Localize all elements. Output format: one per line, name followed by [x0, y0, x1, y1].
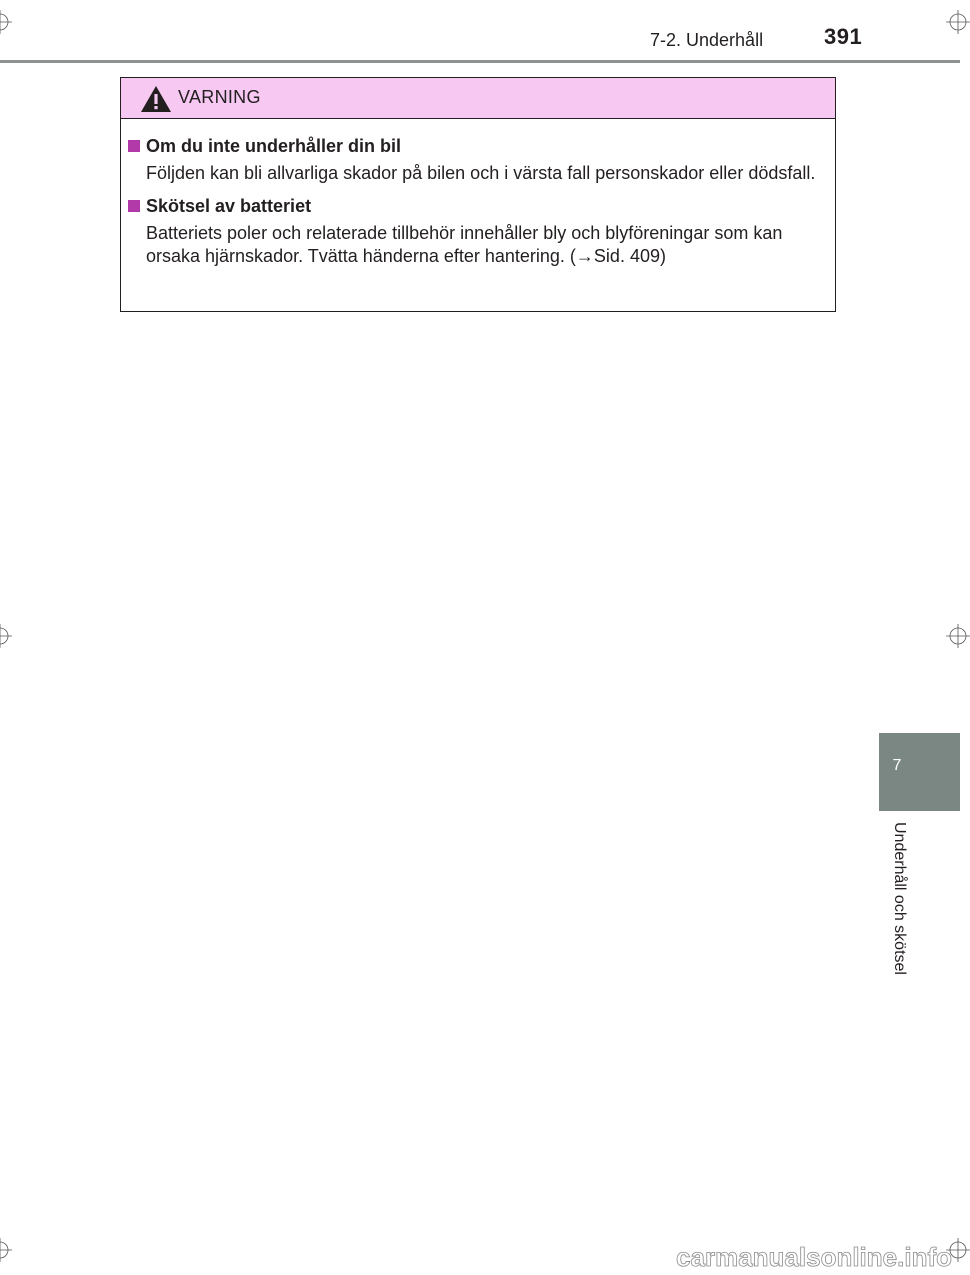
- section-title: Om du inte underhåller din bil: [146, 136, 402, 156]
- crop-mark-top-left-icon: [0, 10, 12, 34]
- warning-body: [121, 119, 835, 268]
- warning-section-maintenance: [128, 135, 821, 185]
- section-text: Följden kan bli allvarliga skador på bilen och i värsta fall personskador eller dödsfall.: [146, 163, 816, 183]
- chapter-label: Underhåll och skötsel: [891, 822, 908, 975]
- section-title: Skötsel av batteriet: [146, 196, 312, 216]
- section-text: Batteriets poler och relaterade tillbehör innehåller bly och blyföreningar som kan orsaka hjärnskador. Tvätta händerna efter hantering. (→Sid. 409): [146, 223, 783, 266]
- bullet-square-icon: [128, 140, 140, 152]
- header-section-label: 7-2. Underhåll: [650, 30, 764, 50]
- crop-mark-mid-left-icon: [0, 624, 12, 648]
- crop-mark-mid-right-icon: [946, 624, 970, 648]
- header-rule: [0, 60, 960, 63]
- page-number: 391: [824, 24, 863, 49]
- warning-box: [120, 77, 836, 312]
- warning-title: VARNING: [178, 87, 261, 107]
- bullet-square-icon: [128, 200, 140, 212]
- chapter-tab: [879, 733, 960, 811]
- chapter-number: 7: [892, 757, 902, 774]
- crop-mark-bottom-left-icon: [0, 1238, 12, 1262]
- warning-section-battery: [128, 195, 821, 268]
- warning-header: [121, 78, 835, 119]
- warning-triangle-icon: [140, 85, 172, 113]
- watermark-text: carmanualsonline.info: [676, 1242, 952, 1272]
- crop-mark-top-right-icon: [946, 10, 970, 34]
- watermark: [676, 1240, 956, 1274]
